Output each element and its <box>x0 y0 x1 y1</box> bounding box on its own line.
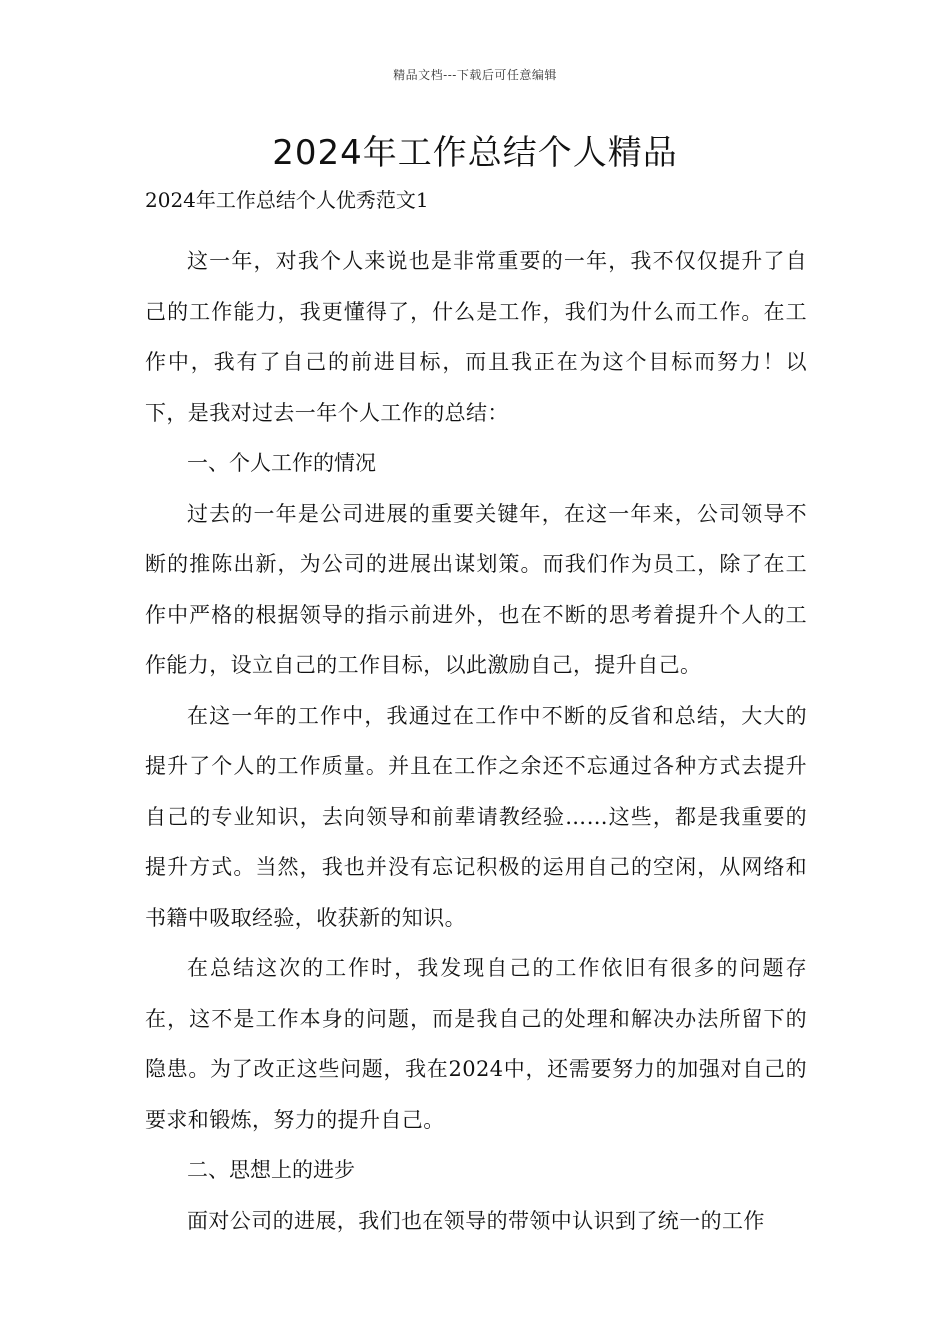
document-subtitle: 2024年工作总结个人优秀范文1 <box>145 188 429 212</box>
paragraph-work-1: 过去的一年是公司进展的重要关键年，在这一年来，公司领导不断的推陈出新，为公司的进展出谋划策。而我们作为员工，除了在工作中严格的根据领导的指示前进外，也在不断的思考着提升个人的工作能力，设立自己的工作目标，以此激励自己，提升自己。 <box>145 501 807 677</box>
document-title: 2024年工作总结个人精品 <box>272 133 678 173</box>
section-heading-1: 一、个人工作的情况 <box>187 451 376 475</box>
document-body <box>145 186 807 1246</box>
paragraph-thought-1: 面对公司的进展，我们也在领导的带领中认识到了统一的工作 <box>187 1208 765 1233</box>
paragraph-work-2: 在这一年的工作中，我通过在工作中不断的反省和总结，大大的提升了个人的工作质量。并且在工作之余还不忘通过各种方式去提升自己的专业知识，去向领导和前辈请教经验……这些，都是我重要的提升方式。当然，我也并没有忘记积极的运用自己的空闲，从网络和书籍中吸取经验，收获新的知识。 <box>145 703 807 930</box>
paragraph-work-3: 在总结这次的工作时，我发现自己的工作依旧有很多的问题存在，这不是工作本身的问题，而是我自己的处理和解决办法所留下的隐患。为了改正这些问题，我在2024中，还需要努力的加强对自己的要求和锻炼，努力的提升自己。 <box>145 956 807 1132</box>
header-note: 精品文档---下载后可任意编辑 <box>393 68 557 82</box>
section-heading-2: 二、思想上的进步 <box>187 1158 355 1182</box>
paragraph-intro: 这一年，对我个人来说也是非常重要的一年，我不仅仅提升了自己的工作能力，我更懂得了，什么是工作，我们为什么而工作。在工作中，我有了自己的前进目标，而且我正在为这个目标而努力！以下，是我对过去一年个人工作的总结： <box>145 249 807 425</box>
